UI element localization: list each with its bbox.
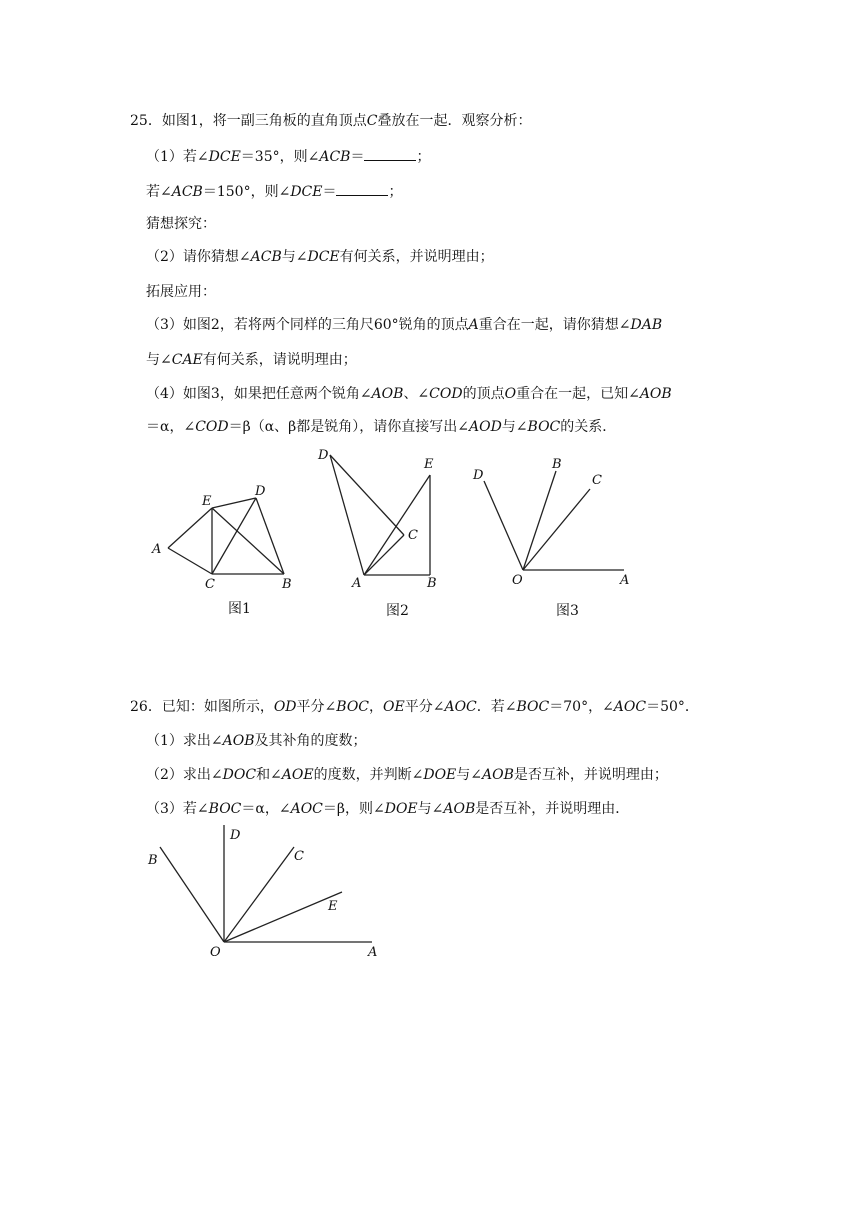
var: ACB <box>250 249 282 265</box>
label-O: O <box>512 573 523 588</box>
segment-AC <box>168 548 212 574</box>
var: OE <box>383 699 405 715</box>
var: DCE <box>290 184 323 200</box>
q25-number: 25． <box>130 113 162 129</box>
var: DOC <box>222 767 257 783</box>
q25-part3 <box>146 315 662 335</box>
caption-fig1: 图1 <box>228 601 251 617</box>
var: AOC <box>444 699 477 715</box>
text: 有何关系，并说明理由； <box>339 249 494 265</box>
text: 重合在一起，请你猜想∠ <box>478 317 631 333</box>
var: BOC <box>516 699 550 715</box>
label-A: A <box>152 542 162 557</box>
segment-AC <box>364 535 404 575</box>
text: 平分∠ <box>296 699 337 715</box>
q25-intro <box>130 111 531 131</box>
var: AOB <box>482 767 514 783</box>
label-D: D <box>473 468 484 483</box>
var: DCE <box>307 249 340 265</box>
q25-intro-text: 如图1，将一副三角板的直角顶点 <box>161 113 367 129</box>
text: （2）请你猜想∠ <box>146 249 251 265</box>
var: COD <box>195 419 229 435</box>
ray-OD <box>484 481 523 570</box>
text: 、∠ <box>403 386 430 402</box>
label-A: A <box>352 576 362 591</box>
text: ＝35°，则∠ <box>240 149 320 165</box>
caption-fig3: 图3 <box>556 603 579 619</box>
answer-blank[interactable] <box>364 146 416 161</box>
var: BOC <box>208 801 242 817</box>
var: DOE <box>384 801 418 817</box>
text: 与∠ <box>456 767 482 783</box>
text: ＝50°． <box>646 699 699 715</box>
text: ＝ <box>350 149 365 165</box>
label-C: C <box>592 473 602 488</box>
var: AOB <box>639 386 672 402</box>
text: （3）若∠ <box>146 801 209 817</box>
var: DAB <box>630 317 663 333</box>
label-A: A <box>620 573 630 588</box>
ray-OC <box>523 489 590 570</box>
var: BOC <box>336 699 370 715</box>
q25-part4b <box>146 417 616 437</box>
segment-AE <box>364 475 430 575</box>
q25-part2 <box>146 247 494 267</box>
text: ； <box>416 149 431 165</box>
q25-part4 <box>146 384 672 404</box>
figure-3 <box>468 455 643 620</box>
var: DCE <box>208 149 241 165</box>
text: ＝β，则∠ <box>322 801 385 817</box>
q25-intro-tail: 叠放在一起．观察分析： <box>377 113 532 129</box>
q25-part1b <box>146 181 402 202</box>
q26-part2 <box>146 765 668 785</box>
text: （2）求出∠ <box>146 767 223 783</box>
label-B: B <box>552 457 562 472</box>
text: （1）若∠ <box>146 149 209 165</box>
var: OD <box>273 699 297 715</box>
text: （3）如图2，若将两个同样的三角尺60°锐角的顶点 <box>146 317 469 333</box>
var: A <box>468 317 479 333</box>
ray-OB <box>523 471 556 570</box>
var: AOD <box>468 419 502 435</box>
text: （1）求出∠ <box>146 733 223 749</box>
segment-CD <box>212 498 256 574</box>
q25-ext-heading: 拓展应用： <box>146 284 216 300</box>
text: 的关系． <box>560 419 617 435</box>
text: （4）如图3，如果把任意两个锐角∠ <box>146 386 372 402</box>
var: ACB <box>171 184 203 200</box>
text: 若∠ <box>146 184 172 200</box>
ray-OB <box>160 847 224 942</box>
var: CAE <box>171 352 203 368</box>
text: 与∠ <box>281 249 308 265</box>
var: AOB <box>222 733 255 749</box>
text: 是否互补，并说明理由； <box>513 767 668 783</box>
q26-part1 <box>146 731 367 751</box>
label-C: C <box>294 849 304 864</box>
q25-var: C <box>366 113 378 129</box>
label-C: C <box>205 577 215 592</box>
text: ＝α，∠ <box>146 419 196 435</box>
label-A: A <box>368 945 378 960</box>
text: ， <box>369 699 384 715</box>
text: 平分∠ <box>404 699 445 715</box>
var: BOC <box>527 419 561 435</box>
text: 和∠ <box>256 767 282 783</box>
var: O <box>504 386 517 402</box>
label-D: D <box>255 484 266 499</box>
label-E: E <box>424 457 434 472</box>
var: AOC <box>613 699 647 715</box>
label-E: E <box>328 899 338 914</box>
q26-number: 26． <box>130 699 162 715</box>
text: 与∠ <box>146 352 172 368</box>
q25-part3b <box>146 350 357 370</box>
label-B: B <box>427 576 437 591</box>
text: ＝70°，∠ <box>549 699 614 715</box>
figure-2 <box>312 445 452 620</box>
caption-fig2: 图2 <box>386 603 409 619</box>
var: DOE <box>423 767 457 783</box>
text: ； <box>388 184 403 200</box>
text: ＝β（α、β都是锐角），请你直接写出∠ <box>228 419 469 435</box>
segment-DB <box>256 498 284 574</box>
q25-part1a <box>146 146 430 167</box>
label-B: B <box>282 577 292 592</box>
q26-intro <box>130 697 699 717</box>
q26-part3 <box>146 799 629 819</box>
label-D: D <box>318 448 329 463</box>
segment-AE <box>168 508 212 548</box>
text: 与∠ <box>417 801 444 817</box>
q25-guess-heading: 猜想探究： <box>146 216 216 232</box>
label-E: E <box>202 494 212 509</box>
label-B: B <box>148 853 158 868</box>
text: 及其补角的度数； <box>254 733 367 749</box>
label-O: O <box>210 945 221 960</box>
answer-blank[interactable] <box>336 181 388 196</box>
var: AOB <box>443 801 476 817</box>
text: 与∠ <box>501 419 528 435</box>
text: 重合在一起，已知∠ <box>516 386 640 402</box>
segment-EB <box>212 508 284 574</box>
text: 的顶点 <box>462 386 505 402</box>
text: 是否互补，并说明理由． <box>475 801 630 817</box>
label-C: C <box>408 528 418 543</box>
var: ACB <box>319 149 351 165</box>
var: AOE <box>281 767 314 783</box>
text: 有何关系，请说明理由； <box>202 352 357 368</box>
text: ．若∠ <box>476 699 517 715</box>
text: ＝150°，则∠ <box>202 184 291 200</box>
figure-q26 <box>140 820 400 970</box>
var: AOC <box>290 801 323 817</box>
text: ＝α，∠ <box>241 801 291 817</box>
segment-ED <box>212 498 256 508</box>
var: COD <box>429 386 463 402</box>
text: 已知：如图所示， <box>161 699 274 715</box>
label-D: D <box>230 828 241 843</box>
figure-1 <box>140 470 310 620</box>
text: 的度数，并判断∠ <box>313 767 424 783</box>
var: AOB <box>371 386 404 402</box>
text: ＝ <box>322 184 337 200</box>
